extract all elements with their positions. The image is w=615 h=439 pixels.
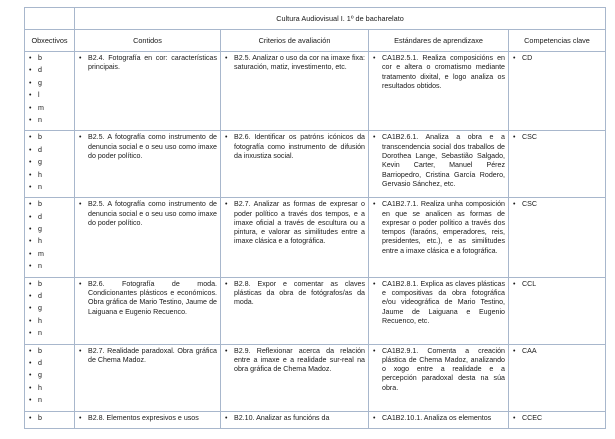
content-text: • B2.4. Fotografía en cor: características principais.: [78, 54, 217, 73]
content-cell: [75, 344, 221, 411]
content-cell: [75, 277, 221, 344]
objectives-cell: [25, 131, 75, 198]
content-cell: [75, 198, 221, 277]
content-text: • B2.7. Realidade paradoxal. Obra gráfica de Chema Madoz.: [78, 347, 217, 366]
header-standards: Estándares de aprendizaxe: [369, 30, 509, 52]
criterion-text: • B2.8. Expor e comentar as claves plásticas da obra de fotógrafos/as da moda.: [224, 280, 365, 308]
header-objectives: Obxectivos: [25, 30, 75, 52]
objectives-cell: [25, 411, 75, 428]
table-row: [25, 131, 606, 198]
standard-cell: [369, 411, 509, 428]
objective-item: • d: [28, 213, 71, 222]
objective-item: • n: [28, 116, 71, 125]
objective-item: • d: [28, 146, 71, 155]
standard-text: • CA1B2.10.1. Analiza os elementos: [372, 414, 505, 423]
standard-cell: [369, 131, 509, 198]
standard-text: • CA1B2.8.1. Explica as claves plásticas e compositivas da obra fotográfica e/ou videográfica de Mario Testino, Jaume de Laiguana e Eugenio Recuenco, etc.: [372, 280, 505, 326]
objective-item: • b: [28, 414, 71, 423]
content-text: • B2.6. Fotografía de moda. Condicionantes plásticos e económicos. Obra gráfica de Mario Testino, Jaume de Laiguana e Eugenio Recuenco.: [78, 280, 217, 317]
criterion-text: • B2.9. Reflexionar acerca da relación entre a imaxe e a realidade sur-real na obra gráfica de Chema Madoz.: [224, 347, 365, 375]
title-blank-cell: [25, 8, 75, 30]
content-cell: [75, 52, 221, 131]
objectives-list: [28, 133, 71, 192]
objective-item: • g: [28, 304, 71, 313]
objective-item: • h: [28, 317, 71, 326]
content-cell: [75, 411, 221, 428]
standard-text: • CA1B2.5.1. Realiza composicións en cor e altera o cromatismo mediante tratamento dixital, e logo analiza os resultados obtidos.: [372, 54, 505, 91]
objectives-cell: [25, 344, 75, 411]
criterion-cell: [221, 131, 369, 198]
objective-item: • b: [28, 200, 71, 209]
competence-text: • CAA: [512, 347, 602, 356]
criterion-cell: [221, 277, 369, 344]
competence-text: • CCL: [512, 280, 602, 289]
objective-item: • g: [28, 158, 71, 167]
objective-item: • g: [28, 371, 71, 380]
objective-item: • n: [28, 183, 71, 192]
objective-item: • h: [28, 171, 71, 180]
table-row: [25, 277, 606, 344]
objectives-list: [28, 200, 71, 271]
table-title: Cultura Audiovisual I. 1º de bacharelato: [75, 8, 606, 30]
objective-item: • n: [28, 262, 71, 271]
criterion-cell: [221, 52, 369, 131]
criterion-text: • B2.5. Analizar o uso da cor na imaxe fixa: saturación, matiz, investimento, etc.: [224, 54, 365, 73]
standard-cell: [369, 277, 509, 344]
objective-item: • m: [28, 250, 71, 259]
header-competencies: Competencias clave: [509, 30, 606, 52]
objective-item: • d: [28, 359, 71, 368]
competence-cell: [509, 198, 606, 277]
objective-item: • d: [28, 66, 71, 75]
objective-item: • n: [28, 396, 71, 405]
curriculum-table: [24, 7, 606, 429]
objective-item: • b: [28, 54, 71, 63]
criterion-cell: [221, 198, 369, 277]
header-criteria: Criterios de avaliación: [221, 30, 369, 52]
competence-text: • CSC: [512, 133, 602, 142]
content-text: • B2.5. A fotografía como instrumento de denuncia social e o seu uso como imaxe do poder político.: [78, 200, 217, 228]
competence-cell: [509, 344, 606, 411]
standard-cell: [369, 344, 509, 411]
objectives-cell: [25, 198, 75, 277]
criterion-cell: [221, 411, 369, 428]
table-row: [25, 344, 606, 411]
objective-item: • b: [28, 280, 71, 289]
table-header-row: [25, 30, 606, 52]
objective-item: • d: [28, 292, 71, 301]
objectives-cell: [25, 52, 75, 131]
objective-item: • m: [28, 104, 71, 113]
objectives-list: [28, 414, 71, 423]
objective-item: • h: [28, 384, 71, 393]
objectives-list: [28, 54, 71, 125]
header-contents: Contidos: [75, 30, 221, 52]
table-title-row: [25, 8, 606, 30]
objective-item: • b: [28, 347, 71, 356]
competence-cell: [509, 131, 606, 198]
standard-text: • CA1B2.7.1. Realiza unha composición en que se analicen as formas de expresar o poder político a través dos tempos (faraóns, emperadores, reis, presidentes, etc.), e as similitudes entre a imaxe clásica e a fotográfica.: [372, 200, 505, 256]
competence-text: • CD: [512, 54, 602, 63]
objective-item: • g: [28, 225, 71, 234]
objective-item: • h: [28, 237, 71, 246]
competence-text: • CSC: [512, 200, 602, 209]
objectives-cell: [25, 277, 75, 344]
objective-item: • g: [28, 79, 71, 88]
content-text: • B2.8. Elementos expresivos e usos: [78, 414, 217, 423]
objective-item: • l: [28, 91, 71, 100]
content-text: • B2.5. A fotografía como instrumento de denuncia social e o seu uso como imaxe do poder político.: [78, 133, 217, 161]
criterion-cell: [221, 344, 369, 411]
objectives-list: [28, 280, 71, 339]
competence-cell: [509, 277, 606, 344]
table-row: [25, 52, 606, 131]
objectives-list: [28, 347, 71, 406]
competence-text: • CCEC: [512, 414, 602, 423]
criterion-text: • B2.6. Identificar os patróns icónicos da fotografía como instrumento de difusión da inxustiza social.: [224, 133, 365, 161]
standard-text: • CA1B2.6.1. Analiza a obra e a transcendencia social dos traballos de Dorothea Lange, Sebastião Salgado, Kevin Carter, Manuel Pérez Barriopedro, Cristina García Rodero, Gervasio Sánchez, etc.: [372, 133, 505, 189]
content-cell: [75, 131, 221, 198]
objective-item: • n: [28, 329, 71, 338]
criterion-text: • B2.10. Analizar as funcións da: [224, 414, 365, 423]
table-row: [25, 198, 606, 277]
objective-item: • b: [28, 133, 71, 142]
standard-cell: [369, 52, 509, 131]
competence-cell: [509, 52, 606, 131]
standard-cell: [369, 198, 509, 277]
competence-cell: [509, 411, 606, 428]
criterion-text: • B2.7. Analizar as formas de expresar o poder político a través dos tempos, e a imaxe oficial a través de escultura ou a pintura, e valorar as similitudes entre a imaxe clásica e a fotográfica.: [224, 200, 365, 246]
table-row: [25, 411, 606, 428]
standard-text: • CA1B2.9.1. Comenta a creación plástica de Chema Madoz, analizando o xogo entre a realidade e a percepción paradoxal desta na súa obra.: [372, 347, 505, 393]
